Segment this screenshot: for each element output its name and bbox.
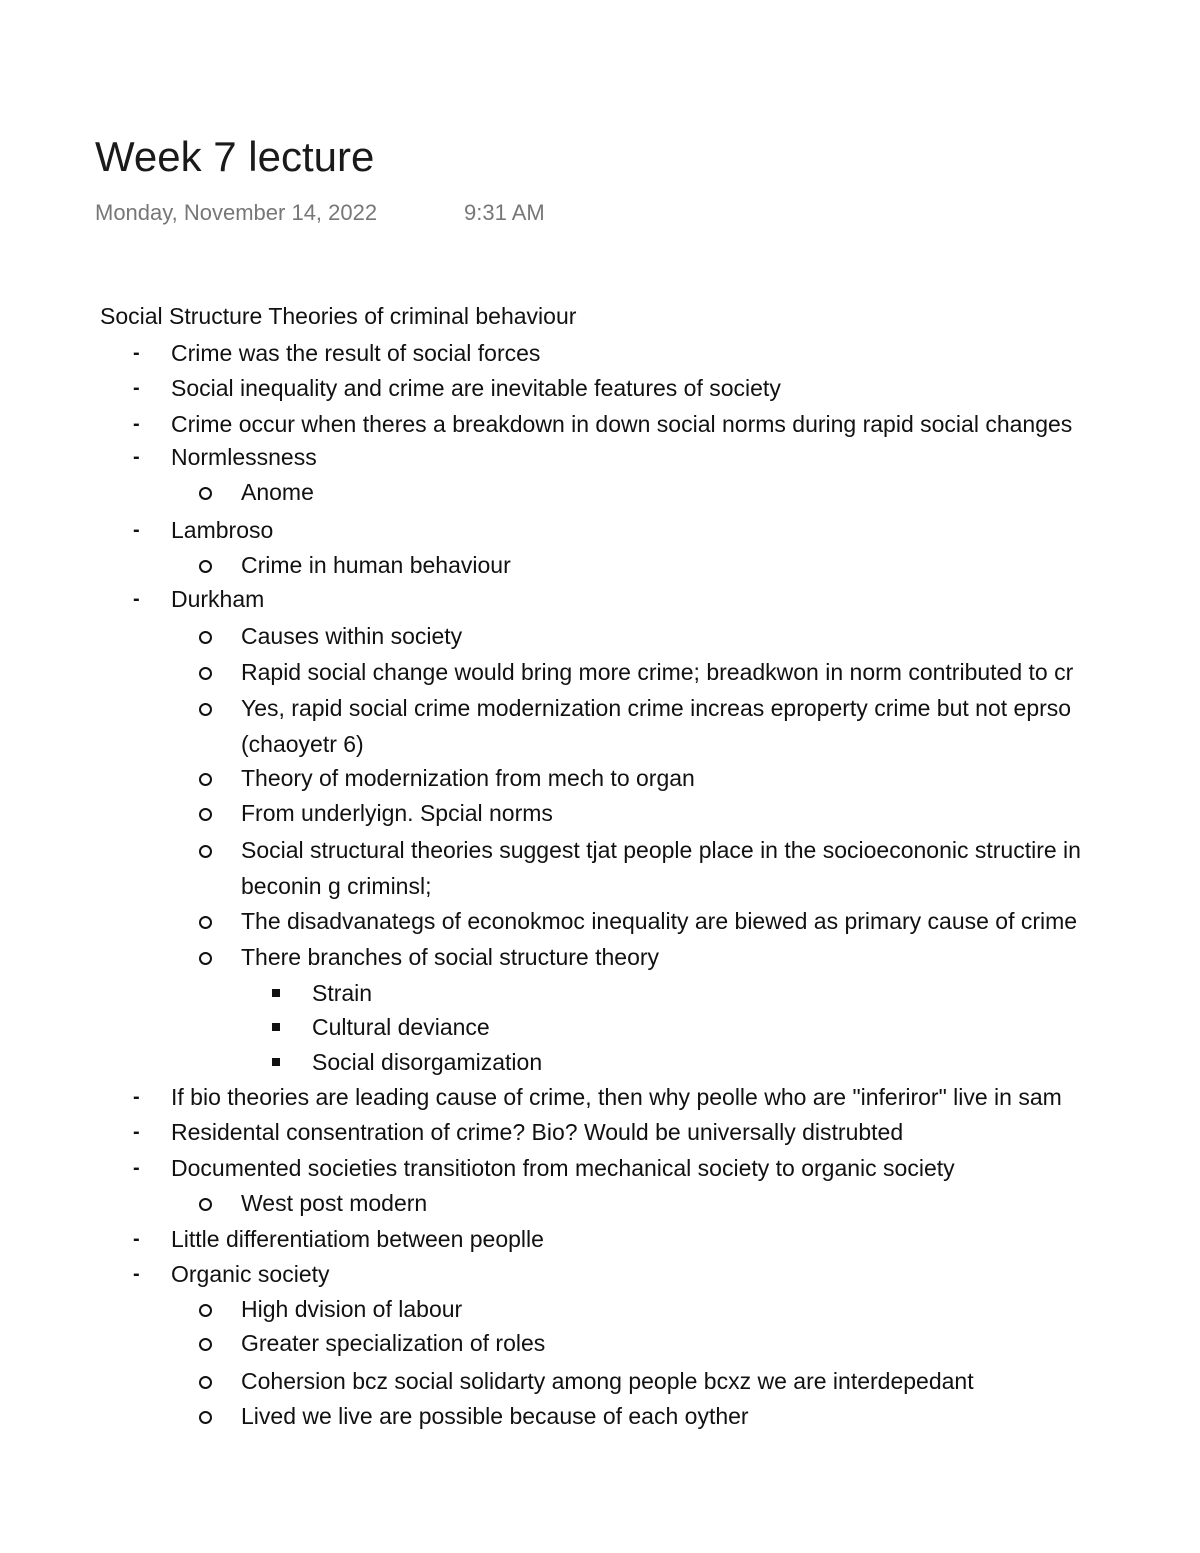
list-item: Normlessness [171,444,317,470]
page-date: Monday, November 14, 2022 [95,200,378,225]
list-item: Crime was the result of social forces [171,340,541,366]
circle-bullet-icon [199,1198,212,1211]
list-item: Social disorgamization [312,1049,543,1075]
list-item: Lived we live are possible because of each oyther [241,1403,749,1429]
list-item: West post modern [241,1190,428,1216]
list-item: Little differentiatiom between peoplle [171,1226,544,1252]
page-time: 9:31 AM [464,200,545,225]
list-item: Documented societies transitioton from mechanical society to organic society [171,1155,955,1181]
list-item: The disadvanategs of econokmoc inequality are biewed as primary cause of crime [241,908,1078,934]
circle-bullet-icon [199,773,212,786]
list-item: Residental consentration of crime? Bio? Would be universally distrubted [171,1119,904,1145]
list-item: Yes, rapid social crime modernization crime increas eproperty crime but not eprso [241,695,1072,721]
dash-bullet-icon: - [133,377,140,399]
dash-bullet-icon: - [133,1086,140,1108]
list-item: Social inequality and crime are inevitable features of society [171,375,781,401]
list-item: Lambroso [171,517,274,543]
circle-bullet-icon [199,1376,212,1389]
circle-bullet-icon [199,845,212,858]
dash-bullet-icon: - [133,1121,140,1143]
dash-bullet-icon: - [133,342,140,364]
page-title: Week 7 lecture [95,133,375,180]
square-bullet-icon [272,1058,280,1066]
list-item: Anome [241,479,314,505]
list-item: Social structural theories suggest tjat people place in the socioecononic structire in [241,837,1081,863]
circle-bullet-icon [199,1304,212,1317]
dash-bullet-icon: - [133,588,140,610]
circle-bullet-icon [199,667,212,680]
circle-bullet-icon [199,703,212,716]
list-item: Greater specialization of roles [241,1330,546,1356]
list-item-continuation: beconin g criminsl; [241,873,432,899]
dash-bullet-icon: - [133,1157,140,1179]
dash-bullet-icon: - [133,446,140,468]
dash-bullet-icon: - [133,519,140,541]
circle-bullet-icon [199,1411,212,1424]
list-item: From underlyign. Spcial norms [241,800,553,826]
list-item: Theory of modernization from mech to organ [241,765,695,791]
circle-bullet-icon [199,1338,212,1351]
circle-bullet-icon [199,808,212,821]
circle-bullet-icon [199,916,212,929]
dash-bullet-icon: - [133,1263,140,1285]
circle-bullet-icon [199,487,212,500]
list-item: There branches of social structure theory [241,944,660,970]
list-item: Crime in human behaviour [241,552,511,578]
list-item: Cultural deviance [312,1014,490,1040]
circle-bullet-icon [199,560,212,573]
dash-bullet-icon: - [133,1228,140,1250]
square-bullet-icon [272,1023,280,1031]
dash-bullet-icon: - [133,413,140,435]
list-item: Cohersion bcz social solidarty among people bcxz we are interdepedant [241,1368,974,1394]
list-item: Rapid social change would bring more crime; breadkwon in norm contributed to cr [241,659,1074,685]
circle-bullet-icon [199,631,212,644]
list-item: Durkham [171,586,265,612]
section-heading: Social Structure Theories of criminal behaviour [100,303,577,329]
list-item: Causes within society [241,623,463,649]
list-item: High dvision of labour [241,1296,463,1322]
list-item: Organic society [171,1261,330,1287]
square-bullet-icon [272,989,280,997]
list-item-continuation: (chaoyetr 6) [241,731,364,757]
list-item: Crime occur when theres a breakdown in down social norms during rapid social changes [171,411,1073,437]
list-item: Strain [312,980,373,1006]
circle-bullet-icon [199,952,212,965]
list-item: If bio theories are leading cause of crime, then why peolle who are "inferiror" live in sam [171,1084,1062,1110]
